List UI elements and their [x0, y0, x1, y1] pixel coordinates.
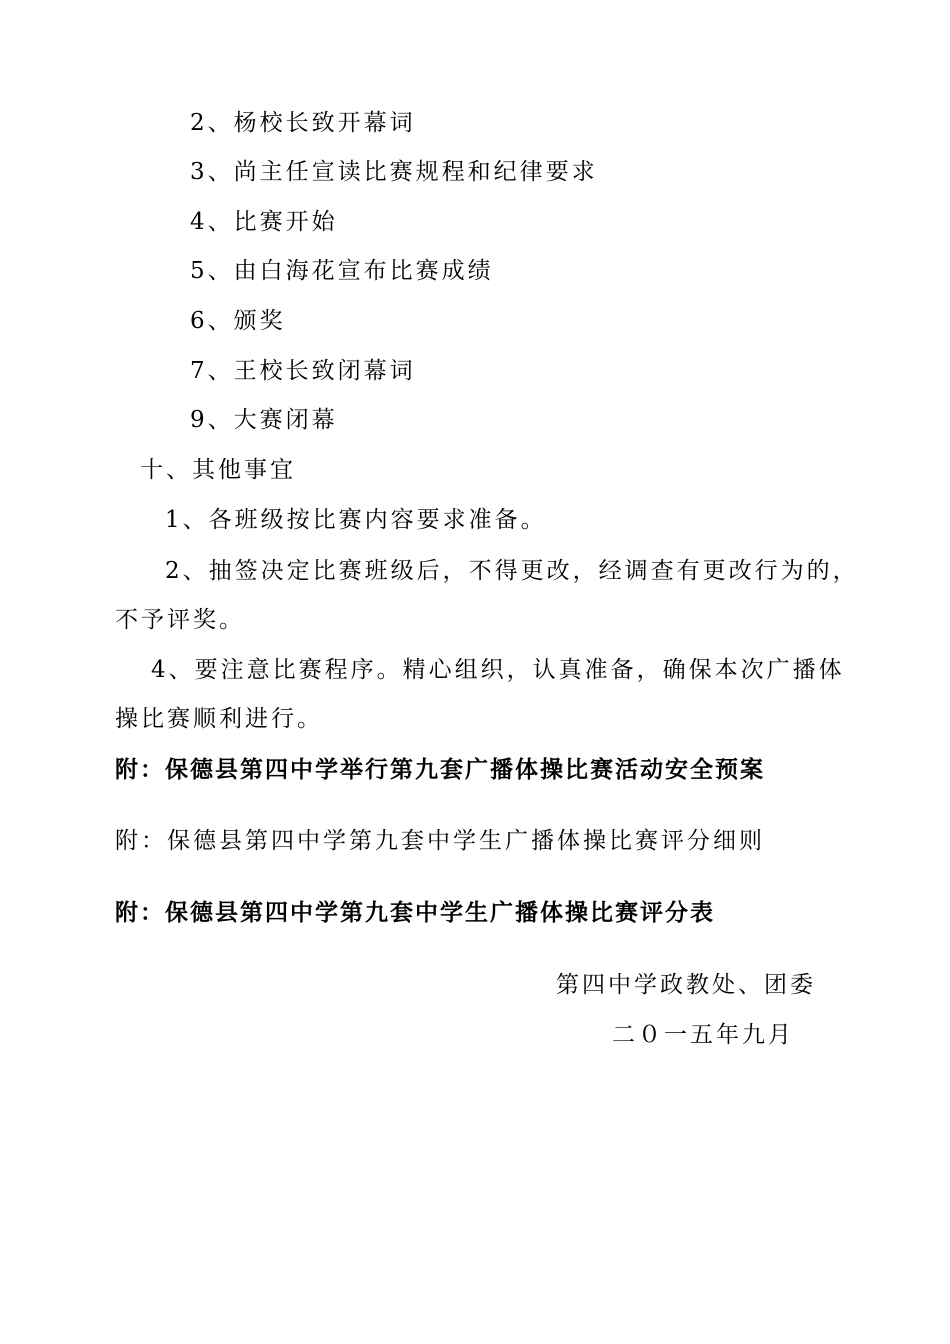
program-item: 4、比赛开始	[190, 209, 338, 235]
program-item: 7、王校长致闭幕词	[190, 358, 416, 384]
program-item: 3、尚主任宣读比赛规程和纪律要求	[190, 159, 598, 185]
list-item: 1、各班级按比赛内容要求准备。	[165, 507, 547, 533]
section-heading: 十、其他事宜	[140, 457, 296, 483]
attachment-line: 附：保德县第四中学第九套中学生广播体操比赛评分细则	[115, 828, 765, 854]
attachment-line: 附：保德县第四中学举行第九套广播体操比赛活动安全预案	[115, 756, 765, 783]
program-item: 2、杨校长致开幕词	[190, 110, 416, 136]
signature-date: 二０一五年九月	[612, 1022, 794, 1048]
program-item: 6、颁奖	[190, 308, 286, 334]
program-item: 5、由白海花宣布比赛成绩	[190, 258, 494, 284]
list-item: 2、抽签决定比赛班级后，不得更改，经调查有更改行为的，不予评奖。	[115, 558, 859, 633]
list-item: 4、要注意比赛程序。精心组织，认真准备，确保本次广播体操比赛顺利进行。	[115, 657, 845, 732]
program-item: 9、大赛闭幕	[190, 407, 338, 433]
signature-department: 第四中学政教处、团委	[556, 972, 816, 998]
attachment-line: 附：保德县第四中学第九套中学生广播体操比赛评分表	[115, 899, 715, 926]
